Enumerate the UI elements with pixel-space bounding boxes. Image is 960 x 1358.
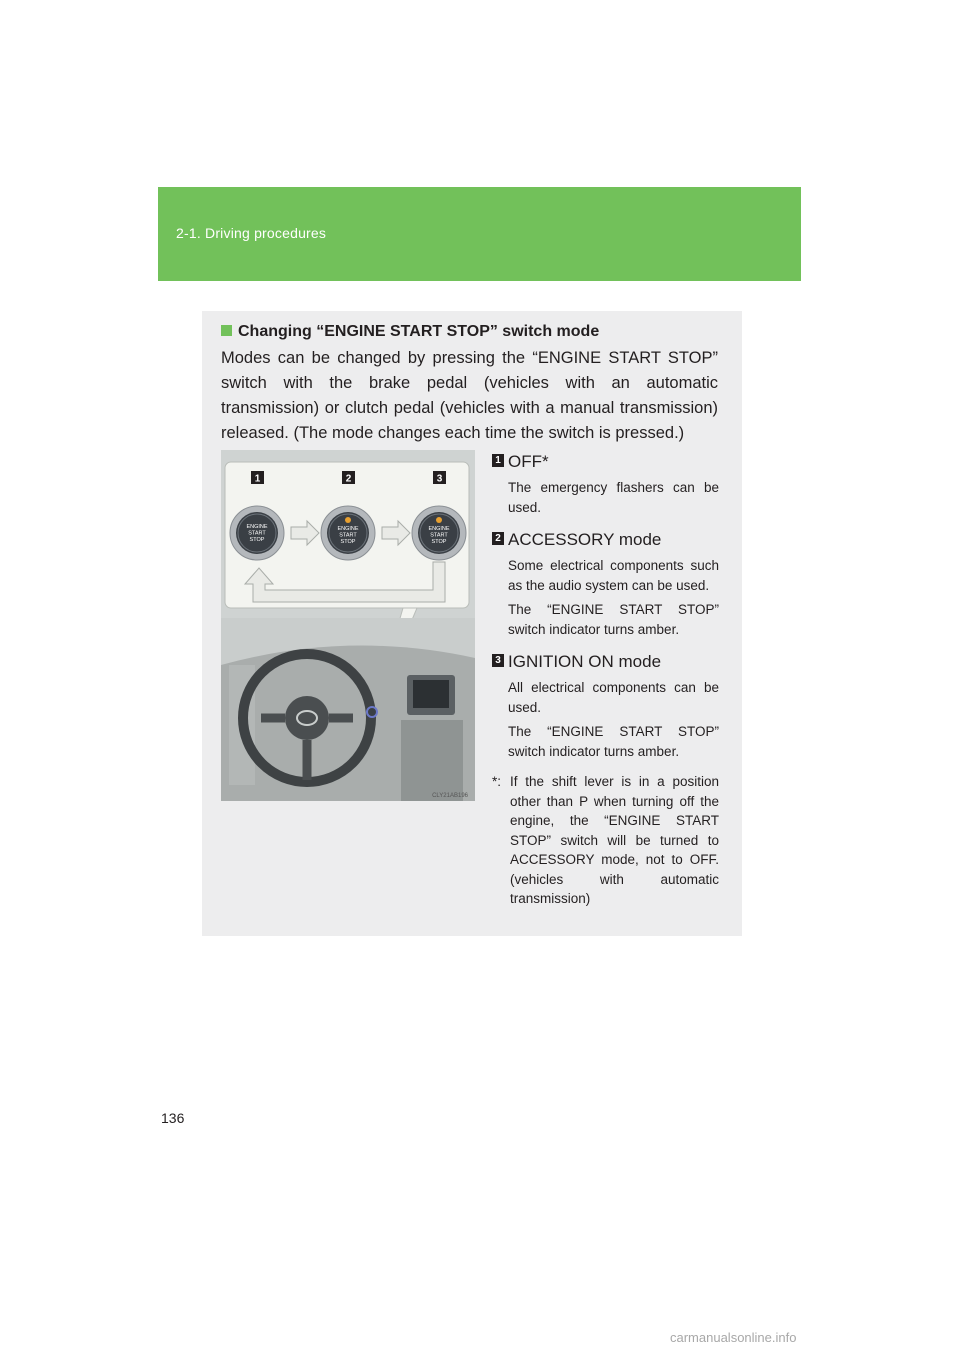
section-title: 2-1. Driving procedures [176,225,327,241]
svg-text:ENGINE: ENGINE [337,526,359,532]
footnote [492,772,719,909]
page-number: 136 [161,1110,185,1126]
content-panel [202,311,742,936]
engine-button-off [230,506,284,560]
mode-title: ACCESSORY mode [508,530,662,549]
svg-text:START: START [339,532,357,539]
intro-paragraph: Modes can be changed by pressing the “ENGINE START STOP” switch with the brake pedal (vehicles with an automatic transmission) or clutch pedal (vehicles with a manual transmission) released. (The mode changes each time the switch is pressed.) [221,349,718,442]
callout-1: 1 [254,473,261,485]
mode-description: Some electrical components such as the audio system can be used. [508,558,719,593]
footnote-mark: *: [492,774,502,789]
svg-text:START: START [430,532,448,539]
mode-item-accessory [492,528,719,640]
callout-3: 3 [436,473,443,485]
dashboard-illustration [221,450,475,801]
mode-list [492,450,719,909]
mode-number: 1 [492,454,504,467]
callout-2: 2 [345,473,352,485]
mode-description: The emergency flashers can be used. [508,480,719,515]
mode-number: 3 [492,654,504,667]
mode-title: OFF* [508,452,549,471]
engine-button-ignition-on [412,506,466,560]
mode-description: The “ENGINE START STOP” switch indicator turns amber. [508,602,719,637]
engine-button-accessory [321,506,375,560]
mode-item-off [492,450,719,518]
figure-code: CLY21AB196 [432,793,468,799]
mode-description: The “ENGINE START STOP” switch indicator turns amber. [508,724,719,759]
section-heading [221,323,599,341]
svg-text:STOP: STOP [340,539,356,545]
mode-item-ignition-on [492,650,719,762]
svg-text:ENGINE: ENGINE [246,524,268,530]
header-band [158,187,801,281]
illustration-svg [221,450,475,801]
heading-text: Changing “ENGINE START STOP” switch mode [238,323,600,340]
watermark: carmanualsonline.info [670,1330,797,1345]
svg-text:STOP: STOP [249,537,265,543]
square-bullet-icon [221,325,232,336]
footnote-text: If the shift lever is in a position other than P when turning off the engine, the “ENGINE START STOP” switch will be turned to ACCESSORY mode, not to OFF. (vehicles with automatic transmission) [510,774,719,906]
mode-number: 2 [492,532,504,545]
svg-text:STOP: STOP [431,539,447,545]
mode-title: IGNITION ON mode [508,652,662,671]
svg-text:ENGINE: ENGINE [428,526,450,532]
mode-description: All electrical components can be used. [508,680,719,715]
svg-text:START: START [248,530,266,537]
